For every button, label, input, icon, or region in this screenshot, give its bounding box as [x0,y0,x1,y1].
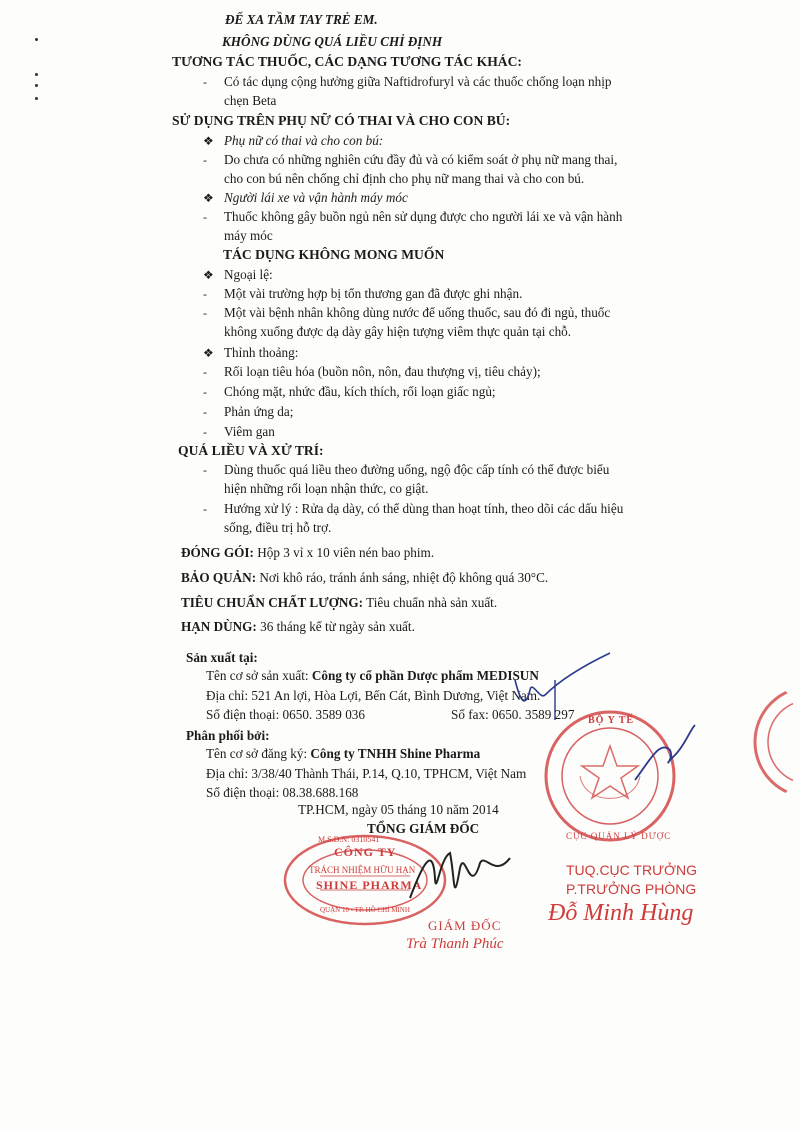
interaction-text: Có tác dụng cộng hưởng giữa Naftidrofuryl và các thuốc chống loạn nhịp [224,74,612,89]
side-effect-item: Viêm gan [224,424,275,439]
dash-bullet: - [203,405,207,419]
official-name: Đỗ Minh Hùng [548,900,694,926]
dash-bullet: - [203,210,207,224]
expiry-label: HẠN DÙNG: [181,619,257,634]
distributor-phone: Số điện thoại: 08.38.688.168 [206,785,359,800]
exceptional-label: Ngoại lệ: [224,267,273,282]
pregnancy-heading: SỬ DỤNG TRÊN PHỤ NỮ CÓ THAI VÀ CHO CON BÚ: [172,113,511,128]
storage-line [181,570,548,586]
interaction-text: chẹn Beta [224,93,277,108]
manufacturer-address: Địa chỉ: 521 An lợi, Hòa Lợi, Bến Cát, Bình Dương, Việt Nam. [206,688,541,703]
diamond-bullet-icon: ❖ [203,346,214,360]
company-seal-ring-bottom: QUẬN 10 - TP. HỒ CHÍ MINH [320,906,410,914]
dash-bullet: - [203,306,207,320]
ministry-seal-bottom: CỤC QUẢN LÝ DƯỢC [566,831,672,841]
dash-bullet: - [203,287,207,301]
dash-bullet: - [203,153,207,167]
side-effect-item: không xuống được dạ dày gây hiện tượng viêm thực quản tại chỗ. [224,324,572,339]
packaging-line [181,545,434,561]
side-effect-item: Rối loạn tiêu hóa (buồn nôn, nôn, đau thượng vị, tiêu chảy); [224,364,541,379]
pregnancy-text: cho con bú nên chống chỉ định cho phụ nữ mang thai và cho con bú. [224,171,585,186]
pregnancy-subheading: Phụ nữ có thai và cho con bú: [224,133,384,148]
company-seal-ring: M.S.D.N: 0310541 [318,835,380,844]
partial-seal-icon [740,682,800,802]
company-seal-line1: CÔNG TY [334,845,397,859]
diamond-bullet-icon: ❖ [203,268,214,282]
dash-bullet: - [203,385,207,399]
margin-dot [35,38,38,41]
diamond-bullet-icon: ❖ [203,134,214,148]
director-title: GIÁM ĐỐC [428,918,502,933]
overdose-text: Dùng thuốc quá liều theo đường uống, ngộ độc cấp tính có thể được biểu [224,462,610,477]
company-seal-line2: TRÁCH NHIỆM HỮU HẠN [309,865,416,875]
margin-dot [35,97,38,100]
manufacturer-fax: Số fax: 0650. 3589 297 [451,707,575,722]
overdose-heading: QUÁ LIỀU VÀ XỬ TRÍ: [178,443,324,458]
side-effect-item: Một vài bệnh nhân không dùng nước để uống thuốc, sau đó đi ngủ, thuốc [224,305,611,320]
margin-dot [35,73,38,76]
company-seal-line3: SHINE PHARMA [316,878,423,892]
driving-text: Thuốc không gây buồn ngủ nên sử dụng được cho người lái xe và vận hành [224,209,623,224]
overdose-text: sống, điều trị hỗ trợ. [224,520,332,535]
interactions-heading: TƯƠNG TÁC THUỐC, CÁC DẠNG TƯƠNG TÁC KHÁC: [172,54,522,69]
dash-bullet: - [203,502,207,516]
distributor-address: Địa chỉ: 3/38/40 Thành Thái, P.14, Q.10, TPHCM, Việt Nam [206,766,527,781]
side-effect-item: Một vài trường hợp bị tổn thương gan đã được ghi nhận. [224,286,523,301]
overdose-text: Hướng xử lý : Rửa dạ dày, có thể dùng than hoạt tính, theo dõi các dấu hiệu [224,501,624,516]
diamond-bullet-icon: ❖ [203,191,214,205]
signoff-title: TỔNG GIÁM ĐỐC [367,821,480,836]
manufacturer-name: Công ty cổ phần Dược phẩm MEDISUN [311,668,539,683]
packaging-label: ĐÓNG GÓI: [181,545,254,560]
director-signature-icon [405,838,515,918]
side-effects-heading: TÁC DỤNG KHÔNG MONG MUỐN [223,247,445,262]
manufacturer-label: Sản xuất tại: [186,650,258,665]
manufacturer-signature-icon [500,650,620,720]
official-title2: P.TRƯỞNG PHÒNG [566,881,697,897]
side-effect-item: Chóng mặt, nhức đầu, kích thích, rối loạn giấc ngủ; [224,384,496,399]
overdose-text: hiện những rối loạn nhận thức, co giật. [224,481,429,496]
side-effect-item: Phản ứng da; [224,404,294,419]
expiry-line [181,619,415,635]
manufacturer-name-label: Tên cơ sở sản xuất: [206,668,312,683]
distributor-name-line [206,746,480,762]
director-name: Trà Thanh Phúc [406,936,504,952]
dash-bullet: - [203,463,207,477]
quality-line [181,595,497,611]
dash-bullet: - [203,365,207,379]
distributor-name: Công ty TNHH Shine Pharma [310,746,481,761]
storage-label: BẢO QUẢN: [181,570,257,585]
packaging-value: Hộp 3 vỉ x 10 viên nén bao phim. [253,545,435,560]
warning-children: ĐỂ XA TẦM TAY TRẺ EM. [225,12,378,27]
storage-value: Nơi khô ráo, tránh ánh sáng, nhiệt độ không quá 30°C. [256,570,549,585]
quality-value: Tiêu chuẩn nhà sản xuất. [363,595,498,610]
distributor-name-label: Tên cơ sở đăng ký: [206,746,311,761]
dash-bullet: - [203,75,207,89]
official-signature-icon [630,720,700,790]
margin-dot [35,84,38,87]
manufacturer-phone: Số điện thoại: 0650. 3589 036 [206,707,365,722]
expiry-value: 36 tháng kể từ ngày sản xuất. [256,619,415,634]
driving-text: máy móc [224,228,273,243]
dash-bullet: - [203,425,207,439]
driving-subheading: Người lái xe và vận hành máy móc [224,190,408,205]
distributor-label: Phân phối bởi: [186,728,270,743]
manufacturer-name-line [206,668,539,684]
occasional-label: Thỉnh thoảng: [224,345,299,360]
pregnancy-text: Do chưa có những nghiên cứu đầy đủ và có kiểm soát ở phụ nữ mang thai, [224,152,618,167]
quality-label: TIÊU CHUẨN CHẤT LƯỢNG: [181,595,364,610]
official-title1: TUQ.CỤC TRƯỞNG [566,862,698,878]
ministry-seal-top: BỘ Y TẾ [588,715,635,726]
signoff-date: TP.HCM, ngày 05 tháng 10 năm 2014 [298,802,499,817]
warning-overdose: KHÔNG DÙNG QUÁ LIỀU CHỈ ĐỊNH [222,34,443,49]
